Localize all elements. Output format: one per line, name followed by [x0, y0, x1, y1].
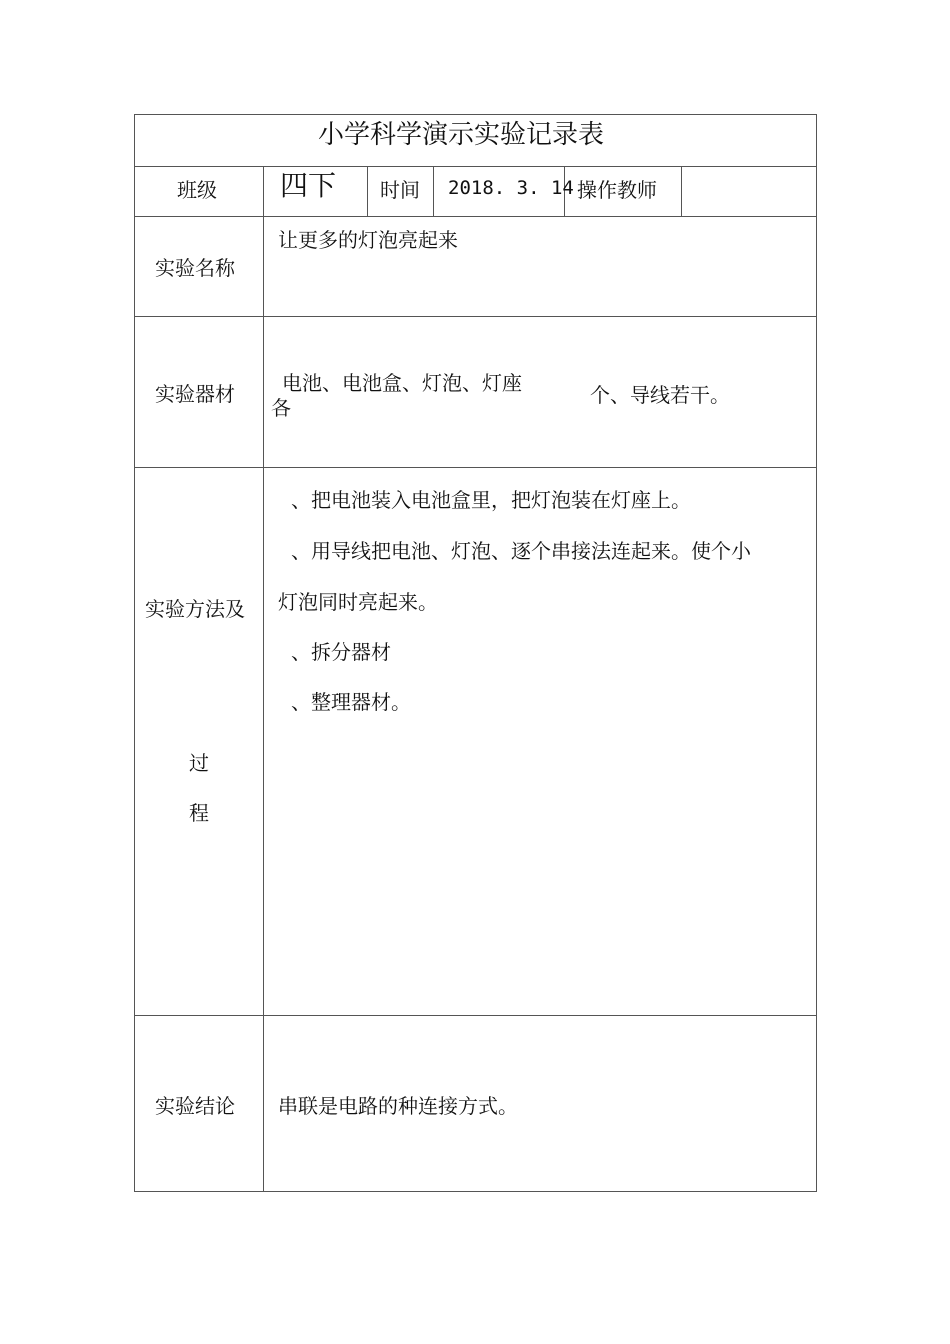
row-divider	[134, 1015, 817, 1016]
table-frame	[134, 114, 817, 1192]
method-label-char: 程	[189, 801, 209, 825]
page-title: 小学科学演示实验记录表	[318, 120, 605, 150]
method-step: 、整理器材。	[291, 690, 411, 714]
time-value: 2018. 3. 14	[448, 177, 574, 199]
materials-line2: 各	[271, 396, 291, 420]
column-divider	[433, 166, 434, 216]
method-step: 、拆分器材	[291, 640, 391, 664]
row-divider	[134, 166, 817, 167]
class-value: 四下	[280, 169, 337, 202]
experiment-name-value: 让更多的灯泡亮起来	[278, 228, 458, 252]
conclusion-label: 实验结论	[155, 1094, 235, 1118]
row-divider	[134, 316, 817, 317]
materials-line1: 电池、电池盒、灯泡、灯座	[282, 371, 522, 395]
experiment-name-label: 实验名称	[155, 256, 235, 280]
method-step: 、用导线把电池、灯泡、逐个串接法连起来。使个小	[291, 539, 751, 563]
method-step: 、把电池装入电池盒里，把灯泡装在灯座上。	[291, 488, 691, 512]
materials-tail: 个、导线若干。	[590, 383, 730, 407]
materials-label: 实验器材	[155, 382, 235, 406]
teacher-label: 操作教师	[577, 178, 657, 202]
method-step: 灯泡同时亮起来。	[278, 590, 438, 614]
row-divider	[134, 216, 817, 217]
row-divider	[134, 467, 817, 468]
method-label-char: 过	[189, 751, 209, 775]
column-divider	[263, 166, 264, 1192]
method-label: 实验方法及	[145, 597, 245, 621]
time-label: 时间	[380, 178, 420, 202]
conclusion-value: 串联是电路的种连接方式。	[278, 1094, 518, 1118]
column-divider	[681, 166, 682, 216]
column-divider	[367, 166, 368, 216]
class-label: 班级	[177, 178, 217, 202]
